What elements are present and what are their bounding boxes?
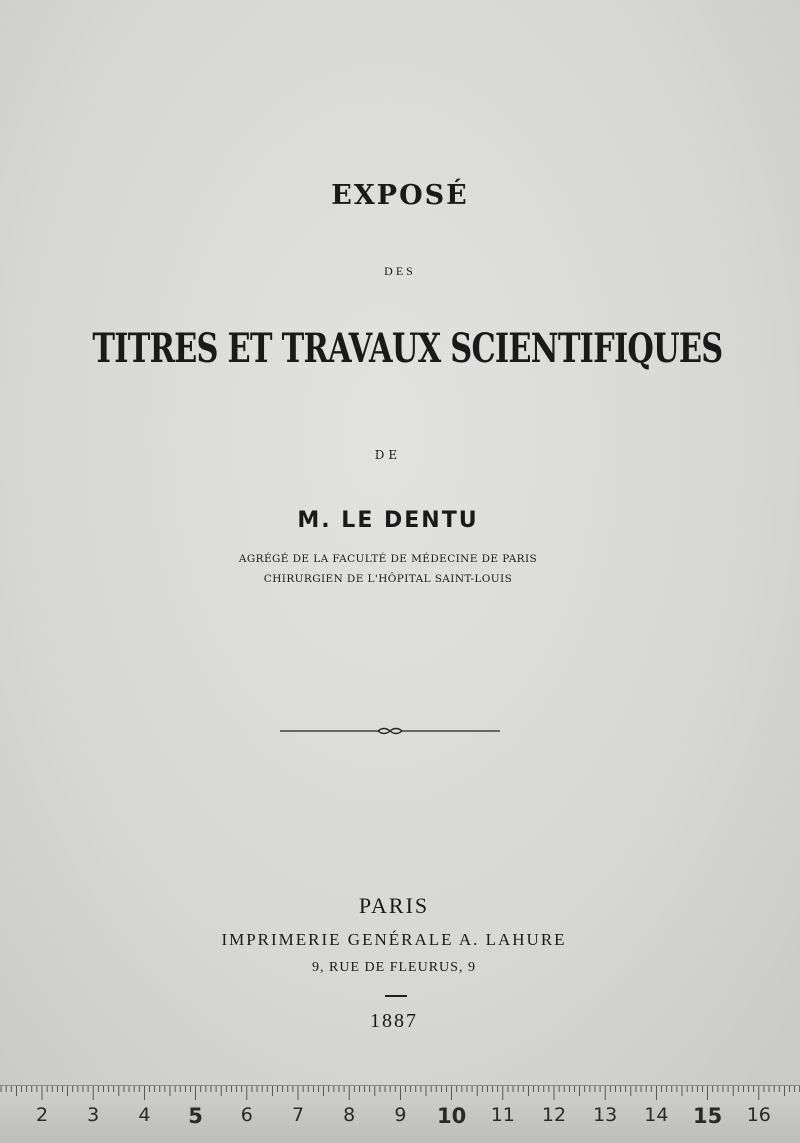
ruler-number: 3 — [87, 1104, 100, 1126]
author-name: M. LE DENTU — [297, 508, 479, 533]
main-title: TITRES ET TRAVAUX SCIENTIFIQUES — [92, 325, 723, 372]
imprint-address: 9, RUE DE FLEURUS, 9 — [312, 960, 476, 975]
ruler-number: 6 — [240, 1104, 253, 1126]
ruler-number: 13 — [593, 1104, 618, 1126]
imprint-printer: IMPRIMERIE GENÉRALE A. LAHURE — [221, 930, 567, 949]
ruler-number: 14 — [644, 1104, 669, 1126]
ruler-number: 4 — [138, 1104, 151, 1126]
ornamental-divider — [280, 724, 500, 738]
heading-expose: EXPOSÉ — [331, 180, 469, 211]
author-affiliation-2: CHIRURGIEN DE L'HÔPITAL SAINT-LOUIS — [263, 573, 513, 585]
ruler-number: 11 — [490, 1104, 515, 1126]
ruler-number: 2 — [35, 1104, 49, 1126]
heading-de: DE — [374, 448, 402, 462]
ruler-number: 10 — [436, 1104, 467, 1128]
ruler-number: 15 — [692, 1104, 723, 1128]
author-affiliation-1: AGRÉGÉ DE LA FACULTÉ DE MÉDECINE DE PARIS — [238, 553, 538, 565]
ruler-number: 9 — [394, 1104, 407, 1126]
short-rule — [385, 995, 407, 997]
heading-des: DES — [384, 264, 416, 278]
ruler-number: 8 — [343, 1104, 356, 1126]
imprint-year: 1887 — [370, 1010, 418, 1032]
ruler-number: 12 — [541, 1104, 567, 1126]
ruler-number: 16 — [746, 1104, 771, 1126]
imprint-city: PARIS — [358, 893, 430, 918]
ruler-number: 7 — [291, 1104, 305, 1126]
measuring-ruler — [0, 1085, 800, 1143]
ruler-number: 5 — [188, 1104, 203, 1128]
